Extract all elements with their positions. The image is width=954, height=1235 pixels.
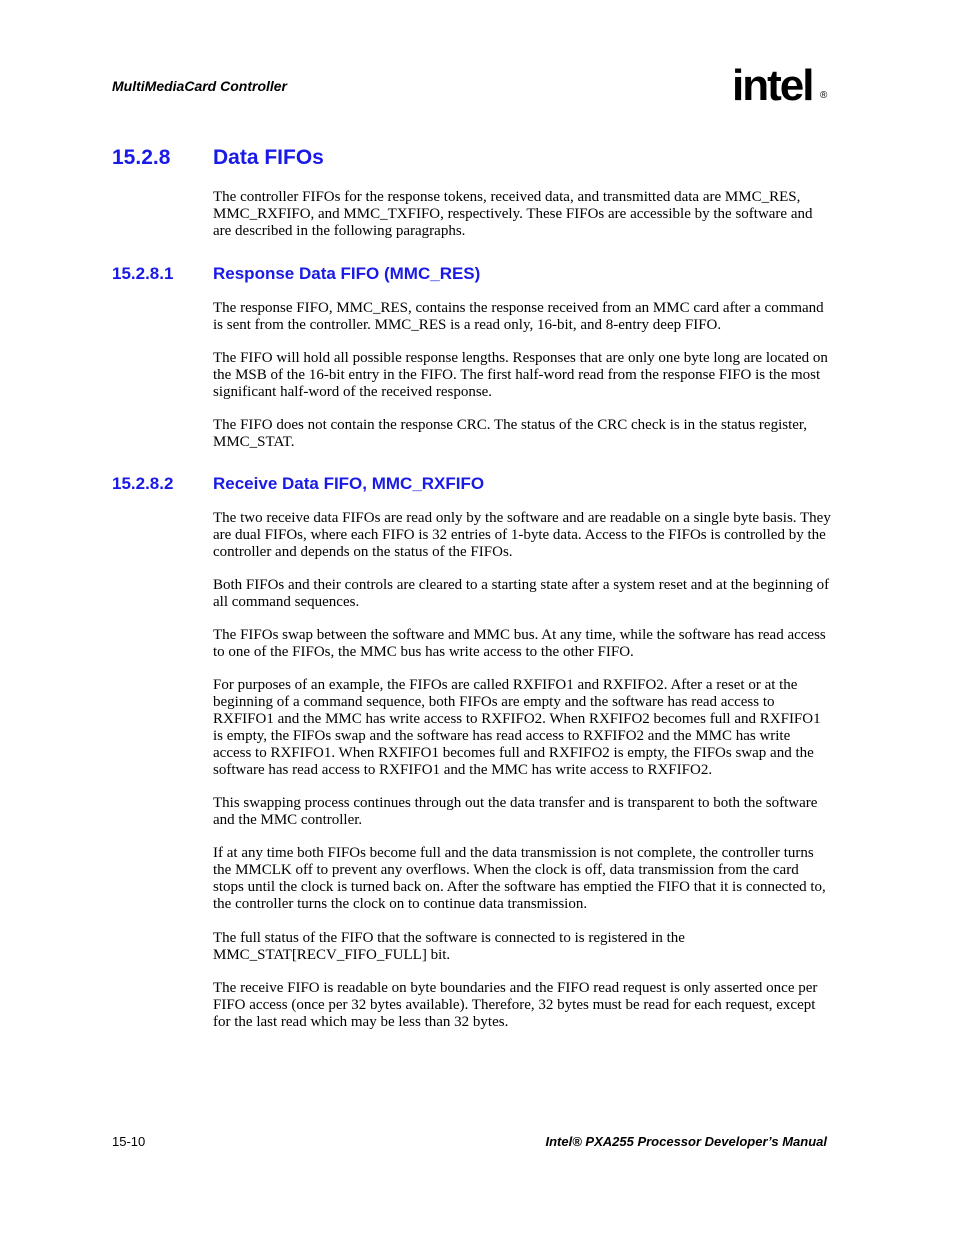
running-header: MultiMediaCard Controller — [112, 78, 288, 94]
page-number: 15-10 — [112, 1134, 146, 1149]
paragraph: This swapping process continues through out the data transfer and is transparent to both the software and the MMC controller. — [213, 795, 818, 828]
paragraph: The FIFO does not contain the response CRC. The status of the CRC check is in the status register, MMC_STAT. — [213, 417, 808, 450]
paragraph: The response FIFO, MMC_RES, contains the response received from an MMC card after a command is sent from the controller. MMC_RES is a read only, 16-bit, and 8-entry deep FIFO. — [213, 300, 824, 333]
section-number: 15.2.8 — [112, 146, 171, 169]
subsection-title: Response Data FIFO (MMC_RES) — [213, 264, 481, 283]
paragraph: Both FIFOs and their controls are cleared to a starting state after a system reset and at the beginning of all command sequences. — [213, 577, 830, 610]
paragraph: The receive FIFO is readable on byte boundaries and the FIFO read request is only asserted once per FIFO access (once per 32 bytes available). Therefore, 32 bytes must be read for each request, except for the last read which may be less than 32 bytes. — [213, 980, 818, 1030]
intel-logo — [732, 60, 832, 118]
subsection-number: 15.2.8.1 — [112, 264, 174, 283]
subsection-number: 15.2.8.2 — [112, 474, 174, 493]
paragraph: The FIFOs swap between the software and MMC bus. At any time, while the software has read access to one of the FIFOs, the MMC bus has write access to the other FIFO. — [213, 627, 826, 660]
section-intro: The controller FIFOs for the response tokens, received data, and transmitted data are MMC_RES, MMC_RXFIFO, and MMC_TXFIFO, respectively. These FIFOs are accessible by the software and are described in the following paragraphs. — [213, 189, 813, 239]
section-title: Data FIFOs — [213, 146, 324, 169]
manual-title: Intel® PXA255 Processor Developer’s Manual — [545, 1134, 827, 1149]
registered-mark: ® — [820, 90, 828, 101]
paragraph: The two receive data FIFOs are read only by the software and are readable on a single byte basis. They are dual FIFOs, where each FIFO is 32 entries of 1-byte data. Access to the FIFOs is controlled by the controller and depends on the status of the FIFOs. — [213, 510, 831, 560]
subsection-title: Receive Data FIFO, MMC_RXFIFO — [213, 474, 485, 493]
paragraph: The FIFO will hold all possible response lengths. Responses that are only one byte long are located on the MSB of the 16-bit entry in the FIFO. The first half-word read from the response FIFO is the most significant half-word of the received response. — [213, 350, 828, 400]
logo-wordmark: intel — [732, 61, 813, 110]
paragraph: For purposes of an example, the FIFOs are called RXFIFO1 and RXFIFO2. After a reset or at the beginning of a command sequence, both FIFOs are empty and the software has read access to RXFIFO1 and the MMC has write access to RXFIFO2. When RXFIFO2 becomes full and RXFIFO1 is empty, the FIFOs swap and the software has read access to RXFIFO2 and the MMC has write access to RXFIFO1. When RXFIFO1 becomes full and RXFIFO2 is empty, the FIFOs swap and the software has read access to RXFIFO1 and the MMC has write access to RXFIFO2. — [213, 677, 821, 778]
paragraph: The full status of the FIFO that the software is connected to is registered in the MMC_STAT[RECV_FIFO_FULL] bit. — [213, 930, 685, 963]
paragraph: If at any time both FIFOs become full and the data transmission is not complete, the controller turns the MMCLK off to prevent any overflows. When the clock is off, data transmission from the card stops until the clock is turned back on. After the software has emptied the FIFO that it is connected to, the controller turns the clock on to continue data transmission. — [213, 845, 826, 912]
